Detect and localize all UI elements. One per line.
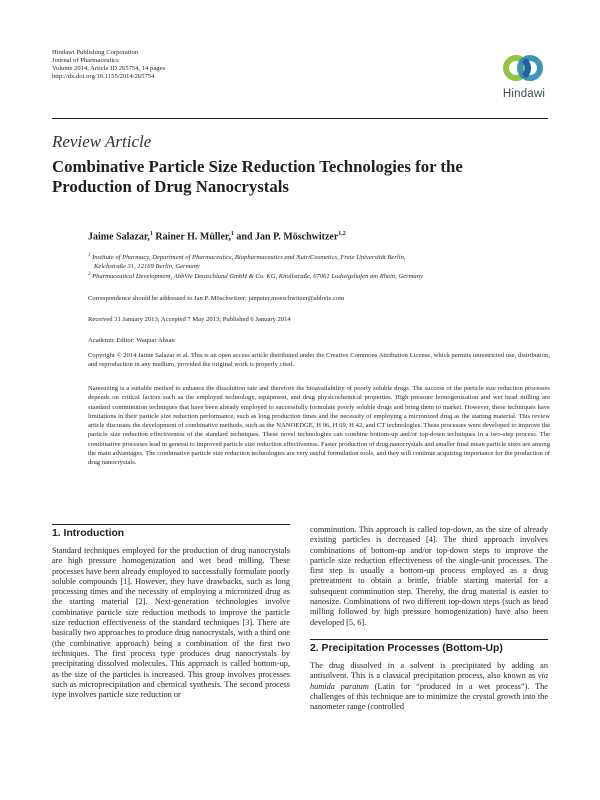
affiliation-2: Pharmaceutical Development, AbbVie Deutschland GmbH & Co. KG, Knollstraße, 67061 Ludwigshafen am Rhein, Germany <box>92 273 423 281</box>
volume-info: Volume 2014, Article ID 265754, 14 pages <box>52 65 166 72</box>
latin-term: via humida paratum <box>310 671 548 691</box>
section-divider <box>310 639 548 640</box>
introduction-continuation: comminution. This approach is called top-down, as the size of already existing particles is decreased [4]. The third approach involves combinations of bottom-up and/or top-down steps to improve the particle size reduction effectiveness of the single-unit processes. The first step is usually a bottom-up process employed as a drug pretreatment to obtain a brittle, friable starting material for a subsequent comminution step. Thereby, the drug material is easier to nanosize. Combinations of two different top-down steps (such as bead milling followed by high pressure homogenization) have also been developed [5, 6]. <box>310 525 548 627</box>
right-column <box>310 525 548 712</box>
copyright-notice: Copyright © 2014 Jaime Salazar et al. This is an open access article distributed under the Creative Commons Attribution License, which permits unrestricted use, distribution, and reproduction in any medium, provided the original work is properly cited. <box>88 352 550 368</box>
precipitation-paragraph <box>310 661 548 712</box>
hindawi-logo <box>496 50 552 108</box>
article-title: Combinative Particle Size Reduction Technologies for the Production of Drug Nanocrystals <box>52 157 463 196</box>
hindawi-rings-icon <box>503 50 545 86</box>
left-column <box>52 524 290 700</box>
author-list <box>88 231 346 242</box>
section-heading-precipitation: 2. Precipitation Processes (Bottom-Up) <box>310 642 503 654</box>
precipitation-text: (Latin for “produced in a wet process”). The challenges of this technique are to minimize the crystal growth into the nanometer range (controlled <box>310 681 548 712</box>
author-affiliation-mark: 1 <box>230 231 234 237</box>
academic-editor: Academic Editor: Waquar Ahsan <box>88 337 175 344</box>
affiliation-1: Institute of Pharmacy, Department of Pharmaceutics, Biopharmaceutics and NutriCosmetics, Freie Universität Berlin, <box>92 254 406 262</box>
correspondence: Correspondence should be addressed to Jan P. Möschwitzer; janpeter.moeschwitzer@abbvie.com <box>88 295 345 302</box>
section-heading-introduction: 1. Introduction <box>52 528 125 539</box>
precipitation-text: The drug dissolved in a solvent is precipitated by adding an antisolvent. This is a classical precipitation process, also known as <box>310 660 548 681</box>
journal-name: Journal of Pharmaceutics <box>52 57 119 64</box>
author-name: Jaime Salazar, <box>88 231 150 243</box>
author-affiliation-mark: 1 <box>149 231 153 237</box>
article-type: Review Article <box>52 132 152 151</box>
logo-wordmark: Hindawi <box>502 88 546 100</box>
publisher-name: Hindawi Publishing Corporation <box>52 49 139 56</box>
author-name: and Jan P. Möschwitzer <box>236 231 339 243</box>
affiliations <box>88 252 550 282</box>
introduction-paragraph: Standard techniques employed for the production of drug nanocrystals are high pressure homogenization and wet bead milling. These processes have been already employed to successfully formulate poorly soluble compounds [1]. However, they have drawbacks, such as long processing times and the necessity of employing a micronized drug as the starting material [2]. Next-generation technologies involve combinative particle size reduction methods to improve the particle size reduction effectiveness of the standard techniques [3]. There are basically two approaches to produce drug nanocrystals, with a third one (the combinative approach) being a combination of the first two techniques. The first process type produces drug nanocrystals by precipitating dissolved molecules. This approach is called bottom-up, as the size of the particles is increased. This group involves processes such as microprecipitation and chemical synthesis. The second process type involves particle size reduction or <box>52 546 291 700</box>
author-name: Rainer H. Müller, <box>155 231 231 243</box>
doi-link[interactable]: http://dx.doi.org/10.1155/2014/265754 <box>52 73 155 80</box>
header-divider <box>52 118 548 119</box>
journal-header <box>52 49 165 81</box>
section-divider <box>52 524 290 525</box>
publication-dates: Received 31 January 2013; Accepted 7 May 2013; Published 6 January 2014 <box>88 316 291 323</box>
abstract: Nanosizing is a suitable method to enhance the dissolution rate and therefore the bioavailability of poorly soluble drugs. The success of the particle size reduction processes depends on critical factors such as the employed technology, equipment, and drug physicochemical properties. High pressure homogenization and wet bead milling are standard comminution techniques that have been already employed to successfully formulate poorly soluble drugs and bring them to market. However, these techniques have limitations in their particle size reduction performance, such as long production times and the necessity of employing a micronized drug as the starting material. This review article discusses the development of combinative methods, such as the NANOEDGE, H 96, H 69, H 42, and CT technologies. These processes were developed to improve the particle size reduction effectiveness of the standard techniques. These novel technologies can combine bottom-up and/or top-down techniques in a two-step process. The combinative processes lead in general to improved particle size reduction effectiveness. Faster production of drug nanocrystals and smaller final mean particle sizes are among the main advantages. The combinative particle size reduction technologies are very useful formulation tools, and they will continue acquiring importance for the production of drug nanocrystals. <box>88 385 550 467</box>
affiliation-1-address: Kelchstraße 31, 12169 Berlin, Germany <box>94 262 200 270</box>
affiliation-mark: 1 <box>88 253 91 258</box>
affiliation-mark: 2 <box>88 272 91 278</box>
author-affiliation-mark: 1,2 <box>338 231 346 237</box>
